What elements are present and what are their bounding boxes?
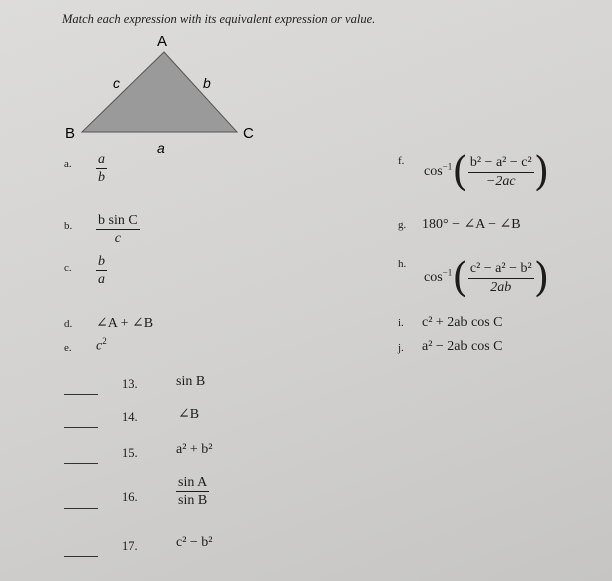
question-16-number: 16. <box>122 490 138 504</box>
choice-c-numerator: b <box>96 254 107 271</box>
question-15-expression: a² + b² <box>176 442 213 457</box>
choice-i-letter: i. <box>398 317 404 329</box>
choice-e-exponent: 2 <box>102 336 107 346</box>
choice-d-expression: ∠A + ∠B <box>96 316 154 331</box>
choice-h-inverse: −1 <box>442 267 453 278</box>
triangle-shape <box>82 52 237 132</box>
choice-g-letter: g. <box>398 219 407 231</box>
choice-a-expression <box>96 152 107 186</box>
question-16-expression <box>176 475 209 509</box>
triangle-diagram <box>60 30 270 155</box>
choice-f-letter: f. <box>398 155 405 167</box>
choice-f-function: cos <box>424 164 443 180</box>
vertex-b-label: B <box>65 125 76 142</box>
choice-d-letter: d. <box>64 318 73 330</box>
question-17-number: 17. <box>122 539 138 553</box>
choice-h-expression <box>424 255 550 301</box>
choice-f-left-paren: ( <box>452 149 468 195</box>
answer-blank-16[interactable] <box>64 508 98 509</box>
choice-h-right-paren: ) <box>533 255 550 301</box>
question-16-denominator: sin B <box>178 493 208 509</box>
choice-i-expression: c² + 2ab cos C <box>422 315 503 330</box>
question-13-number: 13. <box>122 377 138 391</box>
choice-a-numerator: a <box>96 152 107 169</box>
question-14-expression: ∠B <box>178 407 200 422</box>
question-16-numerator: sin A <box>176 475 209 492</box>
side-c-label: c <box>113 75 120 91</box>
choice-h-denominator: 2ab <box>490 279 512 295</box>
answer-blank-13[interactable] <box>64 394 98 395</box>
side-b-label: b <box>203 75 211 91</box>
choice-f-expression <box>424 149 550 195</box>
vertex-c-label: C <box>243 125 254 142</box>
question-17-expression: c² − b² <box>176 535 213 550</box>
choice-b-denominator: c <box>114 231 121 247</box>
question-13-expression: sin B <box>176 374 206 389</box>
answer-blank-15[interactable] <box>64 463 98 464</box>
choice-h-function: cos <box>424 270 443 286</box>
choice-f-denominator: −2ac <box>485 173 516 189</box>
question-14-number: 14. <box>122 410 138 424</box>
choice-c-denominator: a <box>98 272 105 288</box>
answer-blank-14[interactable] <box>64 427 98 428</box>
choice-h-letter: h. <box>398 258 407 270</box>
vertex-a-label: A <box>157 33 168 50</box>
choice-b-letter: b. <box>64 220 73 232</box>
choice-h-left-paren: ( <box>452 255 468 301</box>
choice-c-expression <box>96 254 107 288</box>
answer-blank-17[interactable] <box>64 556 98 557</box>
choice-c-letter: c. <box>64 262 72 274</box>
choice-j-expression: a² − 2ab cos C <box>422 339 503 354</box>
choice-b-expression <box>96 213 140 247</box>
choice-h-numerator: c² − a² − b² <box>468 261 534 278</box>
choice-b-numerator: b sin C <box>96 213 140 230</box>
choice-f-right-paren: ) <box>533 149 550 195</box>
choice-j-letter: j. <box>398 342 404 354</box>
question-15-number: 15. <box>122 446 138 460</box>
side-a-label: a <box>157 140 165 155</box>
choice-f-numerator: b² − a² − c² <box>468 155 534 172</box>
choice-g-expression: 180° − ∠A − ∠B <box>422 217 521 232</box>
choice-a-letter: a. <box>64 158 72 170</box>
choice-f-inverse: −1 <box>442 161 453 172</box>
instruction-text: Match each expression with its equivalent expression or value. <box>62 12 376 26</box>
choice-e-expression <box>96 336 107 355</box>
choice-e-base: c <box>96 338 103 354</box>
choice-e-letter: e. <box>64 342 72 354</box>
choice-a-denominator: b <box>98 170 105 186</box>
